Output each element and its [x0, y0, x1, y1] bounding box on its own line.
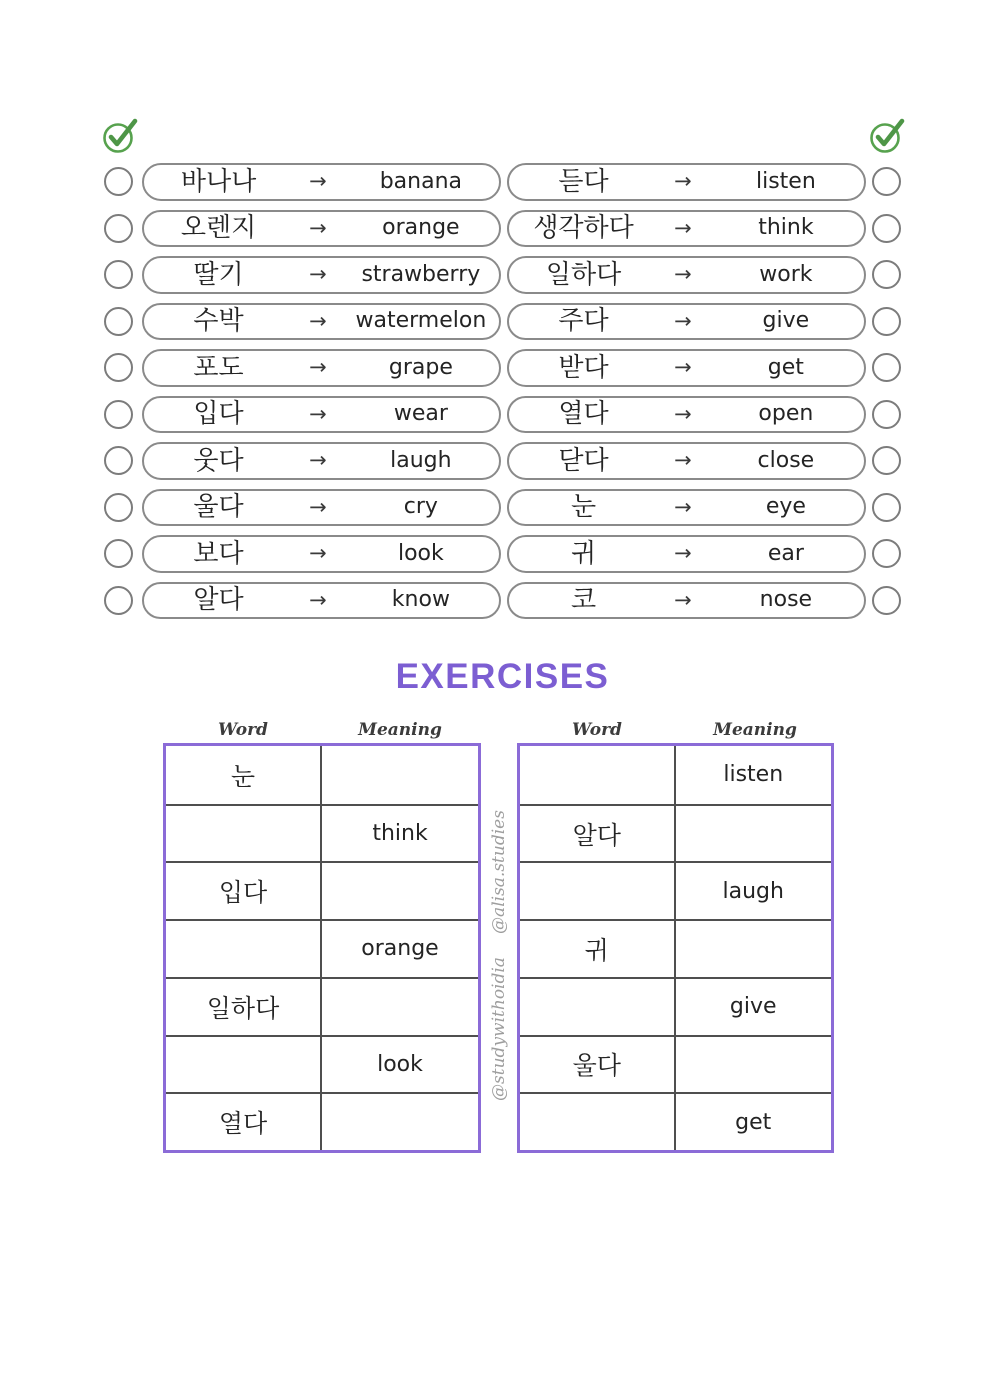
- vocab-pill: [142, 349, 501, 387]
- table-row: [520, 746, 831, 804]
- english-word: ear: [767, 540, 804, 566]
- korean-word: 오렌지: [180, 213, 257, 244]
- answer-bubble: [872, 307, 901, 336]
- vocab-pill: [142, 396, 501, 434]
- meaning-cell: [322, 746, 478, 804]
- vocab-pill: [142, 303, 501, 341]
- korean-word: 보다: [193, 538, 244, 569]
- vocab-row: [0, 210, 1005, 248]
- word-cell: 알다: [520, 806, 676, 862]
- word-cell: [166, 806, 322, 862]
- answer-bubble: [104, 539, 133, 568]
- column-header-word: Word: [572, 720, 622, 740]
- korean-word: 일하다: [545, 259, 622, 290]
- vocab-pill: [142, 535, 501, 573]
- english-word: know: [391, 587, 450, 613]
- column-header-word: Word: [218, 720, 268, 740]
- vocab-pill: [507, 582, 866, 620]
- english-word: watermelon: [355, 308, 487, 334]
- vocab-row: [0, 535, 1005, 573]
- korean-word: 생각하다: [533, 213, 634, 244]
- vocab-pill: [507, 535, 866, 573]
- table-row: [166, 1092, 478, 1150]
- table-row: [520, 1092, 831, 1150]
- vocab-pill: [507, 256, 866, 294]
- word-cell: [520, 746, 676, 804]
- column-header-meaning: Meaning: [713, 720, 797, 740]
- english-word: wear: [393, 401, 448, 427]
- vocab-row: [0, 489, 1005, 527]
- english-word: get: [767, 354, 804, 380]
- answer-bubble: [104, 586, 133, 615]
- exercise-table-left: [163, 743, 481, 1153]
- answer-bubble: [104, 493, 133, 522]
- vocab-row: [0, 442, 1005, 480]
- word-cell: [520, 863, 676, 919]
- vocab-pill: [507, 163, 866, 201]
- meaning-cell: get: [735, 1109, 772, 1135]
- arrow-icon: →: [309, 541, 327, 566]
- korean-word: 입다: [193, 399, 244, 430]
- arrow-icon: →: [674, 494, 692, 519]
- vocab-pill: [142, 582, 501, 620]
- answer-bubble: [104, 260, 133, 289]
- korean-word: 웃다: [193, 445, 244, 476]
- watermark-handle: @studywithoidia: [489, 957, 509, 1101]
- arrow-icon: →: [309, 215, 327, 240]
- korean-word: 바나나: [180, 166, 257, 197]
- word-cell: 열다: [166, 1094, 322, 1150]
- korean-word: 포도: [193, 352, 244, 383]
- word-cell: [166, 1037, 322, 1093]
- vocab-pill: [142, 163, 501, 201]
- vocab-row: [0, 582, 1005, 620]
- english-word: strawberry: [361, 261, 481, 287]
- exercises-title: EXERCISES: [395, 657, 610, 696]
- vocab-pill: [142, 489, 501, 527]
- vocab-row: [0, 256, 1005, 294]
- vocab-pill: [142, 210, 501, 248]
- english-word: look: [397, 540, 444, 566]
- vocab-list: [0, 163, 1005, 628]
- meaning-cell: [322, 1094, 478, 1150]
- answer-bubble: [104, 214, 133, 243]
- korean-word: 닫다: [558, 445, 609, 476]
- word-cell: [520, 1094, 676, 1150]
- word-cell: 귀: [520, 921, 676, 977]
- english-word: give: [762, 308, 810, 334]
- arrow-icon: →: [674, 448, 692, 473]
- meaning-cell: [676, 806, 832, 862]
- english-word: listen: [755, 168, 816, 194]
- meaning-cell: [322, 979, 478, 1035]
- arrow-icon: →: [674, 262, 692, 287]
- arrow-icon: →: [309, 448, 327, 473]
- english-word: think: [758, 215, 814, 241]
- answer-bubble: [872, 539, 901, 568]
- meaning-cell: give: [729, 994, 777, 1020]
- arrow-icon: →: [309, 262, 327, 287]
- arrow-icon: →: [674, 169, 692, 194]
- korean-word: 눈: [570, 492, 597, 523]
- arrow-icon: →: [309, 494, 327, 519]
- vocab-pill: [507, 442, 866, 480]
- exercise-table-right: [517, 743, 834, 1153]
- table-row: [520, 804, 831, 862]
- korean-word: 수박: [193, 306, 244, 337]
- watermark-handle: @alisa.studies: [489, 810, 509, 934]
- answer-bubble: [104, 400, 133, 429]
- english-word: eye: [765, 494, 806, 520]
- answer-bubble: [872, 586, 901, 615]
- answer-bubble: [872, 260, 901, 289]
- vocab-pill: [507, 396, 866, 434]
- check-icon: [868, 116, 908, 158]
- answer-bubble: [872, 493, 901, 522]
- english-word: orange: [382, 215, 460, 241]
- vocab-pill: [142, 442, 501, 480]
- vocab-row: [0, 303, 1005, 341]
- korean-word: 받다: [558, 352, 609, 383]
- arrow-icon: →: [674, 308, 692, 333]
- korean-word: 귀: [570, 538, 597, 569]
- meaning-cell: think: [372, 821, 428, 847]
- word-cell: [166, 921, 322, 977]
- arrow-icon: →: [674, 215, 692, 240]
- table-row: [520, 977, 831, 1035]
- english-word: open: [758, 401, 814, 427]
- english-word: work: [759, 261, 813, 287]
- vocab-pill: [507, 489, 866, 527]
- answer-bubble: [104, 307, 133, 336]
- word-cell: 울다: [520, 1037, 676, 1093]
- vocab-row: [0, 349, 1005, 387]
- english-word: close: [757, 447, 815, 473]
- table-row: [166, 977, 478, 1035]
- answer-bubble: [872, 214, 901, 243]
- meaning-cell: [676, 921, 832, 977]
- table-row: [166, 861, 478, 919]
- meaning-cell: [676, 1037, 832, 1093]
- arrow-icon: →: [309, 587, 327, 612]
- table-row: [166, 919, 478, 977]
- word-cell: 일하다: [166, 979, 322, 1035]
- arrow-icon: →: [674, 587, 692, 612]
- answer-bubble: [872, 167, 901, 196]
- answer-bubble: [104, 167, 133, 196]
- table-row: [520, 861, 831, 919]
- korean-word: 듣다: [558, 166, 609, 197]
- meaning-cell: [322, 863, 478, 919]
- english-word: nose: [759, 587, 813, 613]
- english-word: grape: [388, 354, 453, 380]
- arrow-icon: →: [309, 308, 327, 333]
- arrow-icon: →: [674, 355, 692, 380]
- column-header-meaning: Meaning: [358, 720, 442, 740]
- meaning-cell: orange: [361, 936, 439, 962]
- arrow-icon: →: [309, 169, 327, 194]
- arrow-icon: →: [309, 401, 327, 426]
- answer-bubble: [872, 353, 901, 382]
- vocab-pill: [142, 256, 501, 294]
- word-cell: 눈: [166, 746, 322, 804]
- english-word: banana: [379, 168, 463, 194]
- table-row: [520, 1035, 831, 1093]
- korean-word: 울다: [193, 492, 244, 523]
- arrow-icon: →: [309, 355, 327, 380]
- english-word: laugh: [390, 447, 452, 473]
- meaning-cell: listen: [723, 762, 784, 788]
- check-icon: [101, 116, 141, 158]
- vocab-row: [0, 163, 1005, 201]
- korean-word: 알다: [193, 585, 244, 616]
- arrow-icon: →: [674, 401, 692, 426]
- answer-bubble: [104, 353, 133, 382]
- vocab-pill: [507, 349, 866, 387]
- word-cell: [520, 979, 676, 1035]
- meaning-cell: look: [377, 1051, 423, 1077]
- answer-bubble: [872, 446, 901, 475]
- korean-word: 주다: [558, 306, 609, 337]
- answer-bubble: [104, 446, 133, 475]
- table-row: [166, 1035, 478, 1093]
- meaning-cell: laugh: [722, 878, 784, 904]
- table-row: [166, 804, 478, 862]
- arrow-icon: →: [674, 541, 692, 566]
- word-cell: 입다: [166, 863, 322, 919]
- vocab-pill: [507, 303, 866, 341]
- answer-bubble: [872, 400, 901, 429]
- korean-word: 코: [570, 585, 597, 616]
- vocab-row: [0, 396, 1005, 434]
- korean-word: 딸기: [193, 259, 244, 290]
- korean-word: 열다: [558, 399, 609, 430]
- english-word: cry: [403, 494, 438, 520]
- vocab-pill: [507, 210, 866, 248]
- table-row: [166, 746, 478, 804]
- table-row: [520, 919, 831, 977]
